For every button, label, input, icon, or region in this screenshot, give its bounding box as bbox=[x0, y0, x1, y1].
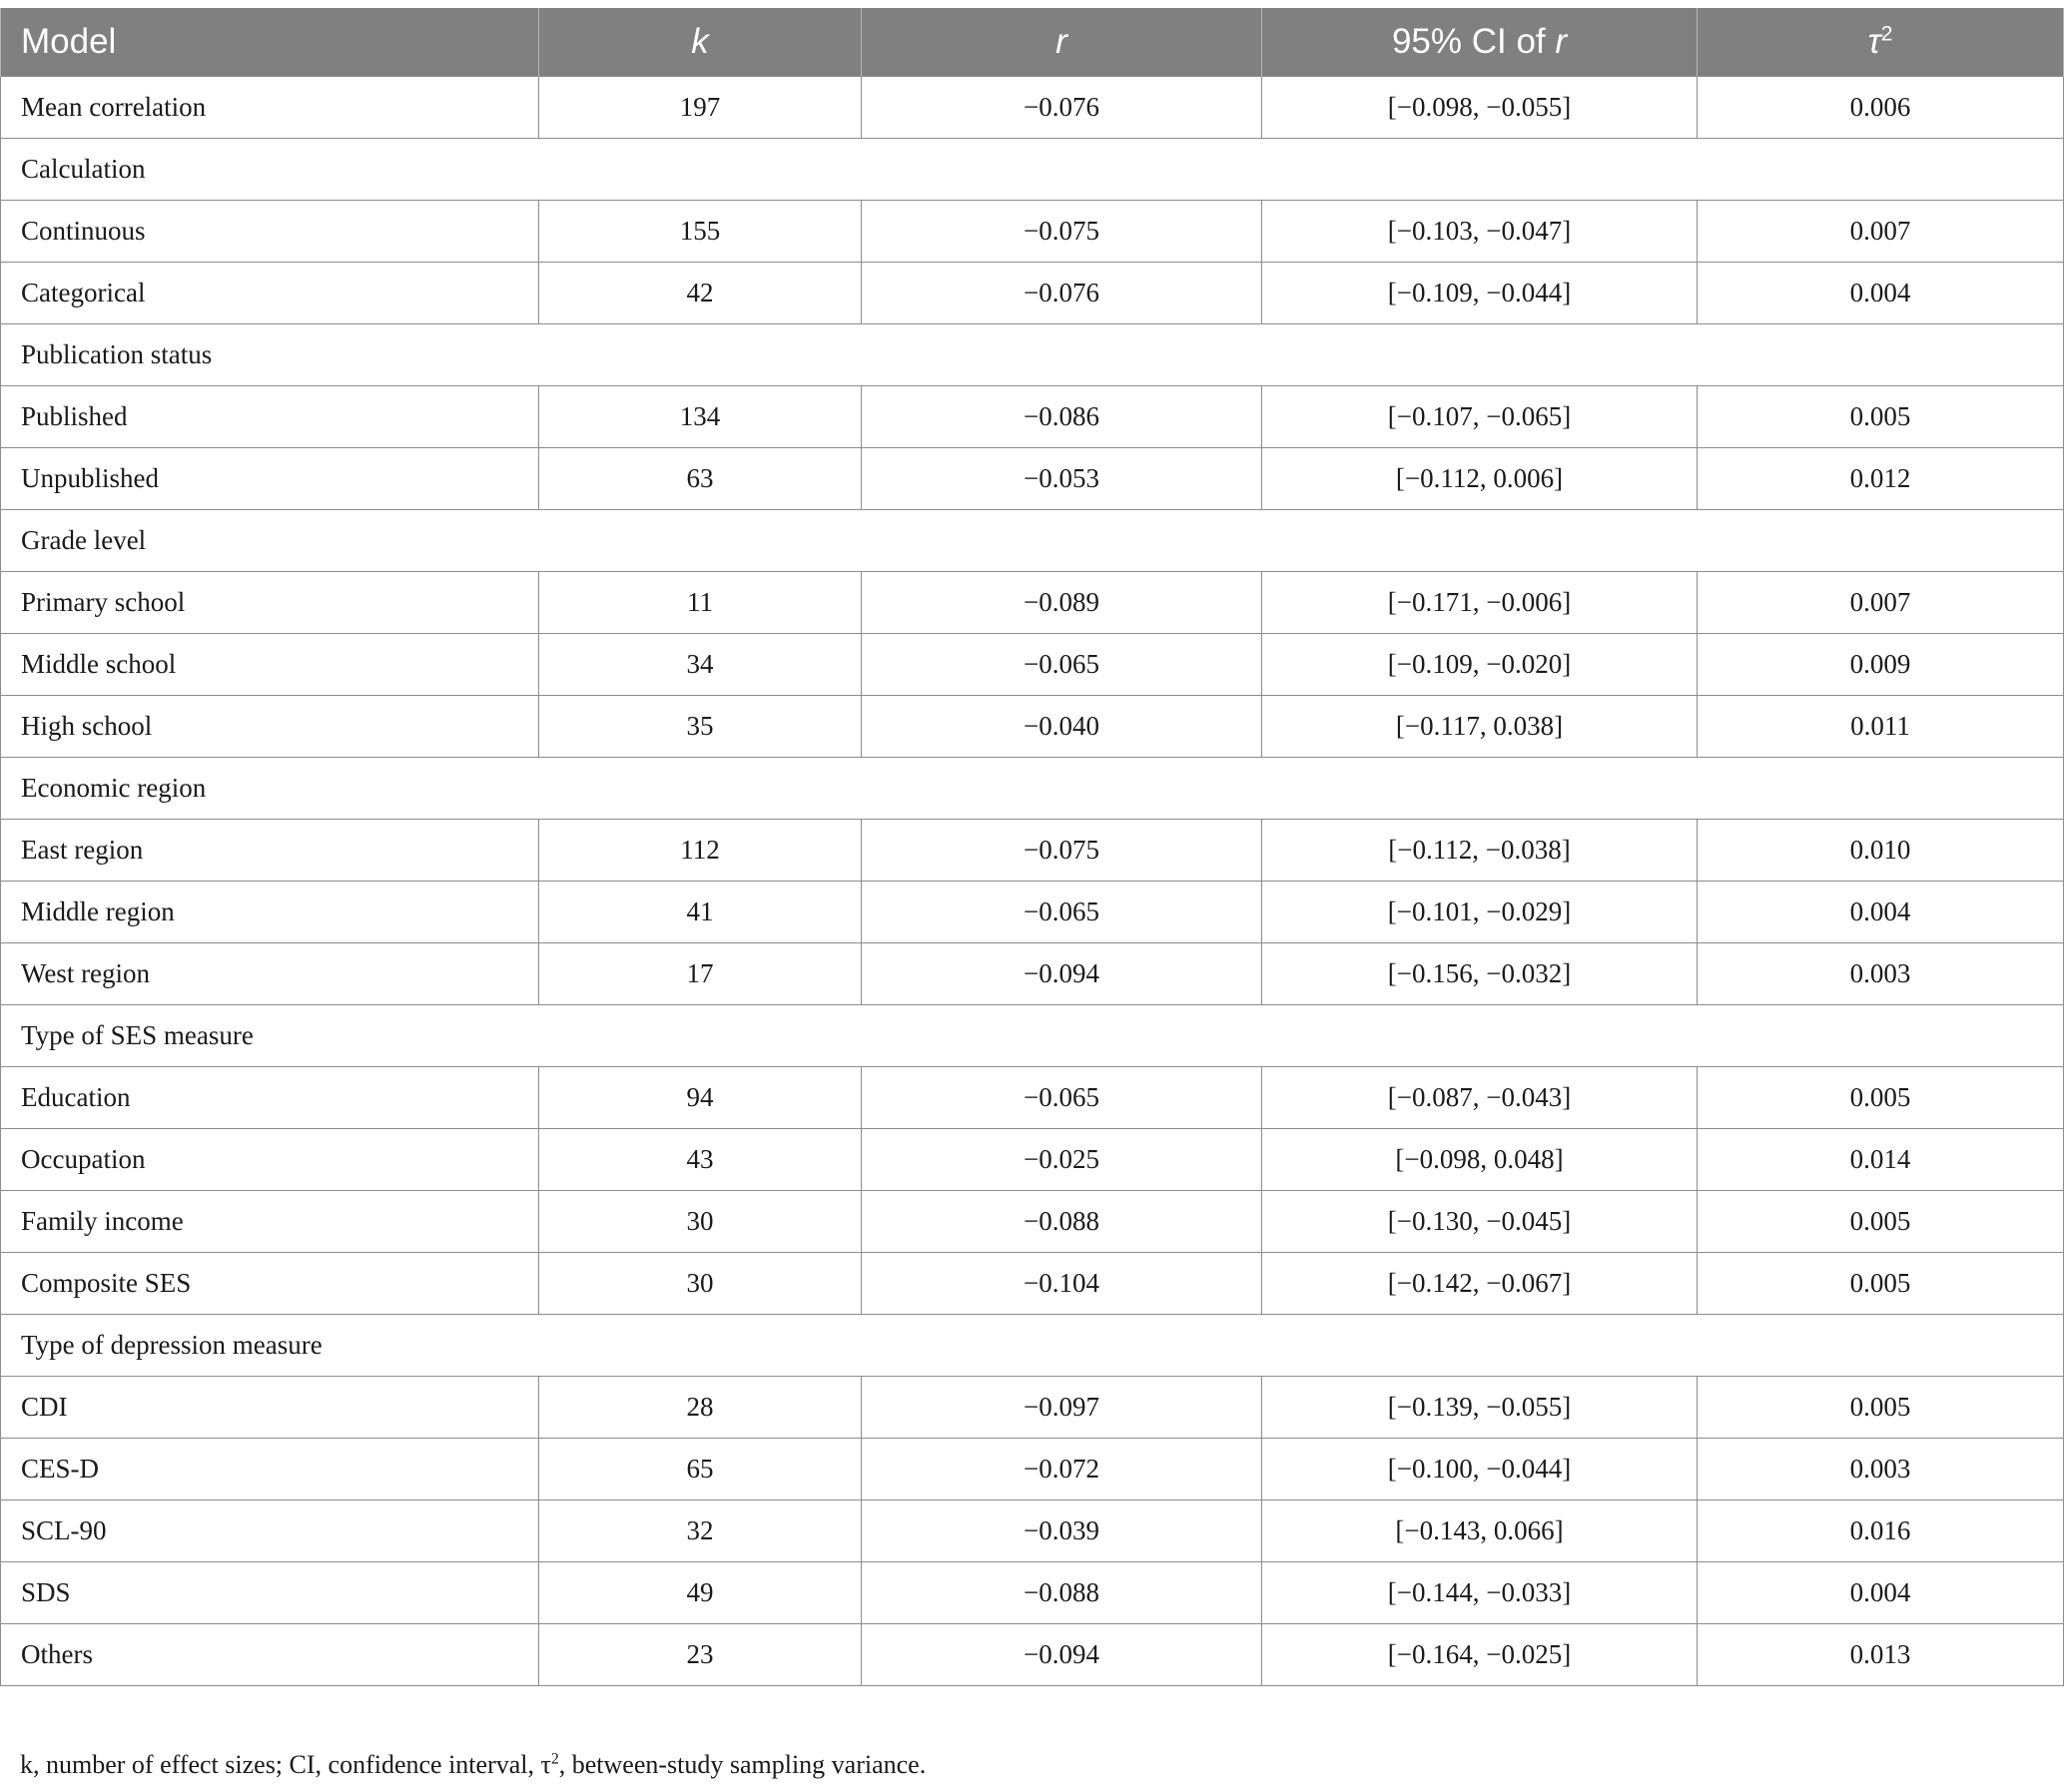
cell-tau2: 0.004 bbox=[1698, 263, 2064, 324]
group-label: Type of depression measure bbox=[1, 1315, 2064, 1377]
group-label: Economic region bbox=[1, 758, 2064, 820]
cell-model: SCL-90 bbox=[1, 1500, 539, 1562]
cell-ci: [−0.117, 0.038] bbox=[1262, 696, 1698, 758]
cell-k: 41 bbox=[539, 882, 862, 943]
cell-ci: [−0.164, −0.025] bbox=[1262, 1624, 1698, 1686]
cell-model: Others bbox=[1, 1624, 539, 1686]
cell-k: 32 bbox=[539, 1500, 862, 1562]
cell-model: Continuous bbox=[1, 201, 539, 263]
table-body bbox=[1, 77, 2064, 1686]
table-row bbox=[1, 1500, 2064, 1562]
cell-model: Family income bbox=[1, 1191, 539, 1253]
table-row bbox=[1, 1129, 2064, 1191]
cell-tau2: 0.010 bbox=[1698, 820, 2064, 882]
cell-r: −0.089 bbox=[862, 572, 1262, 634]
cell-model: SDS bbox=[1, 1562, 539, 1624]
cell-k: 11 bbox=[539, 572, 862, 634]
cell-tau2: 0.004 bbox=[1698, 882, 2064, 943]
footnote-sup: 2 bbox=[550, 1750, 559, 1768]
cell-tau2: 0.003 bbox=[1698, 943, 2064, 1005]
cell-k: 197 bbox=[539, 77, 862, 139]
table-row bbox=[1, 634, 2064, 696]
cell-ci: [−0.112, 0.006] bbox=[1262, 448, 1698, 510]
cell-k: 94 bbox=[539, 1067, 862, 1129]
cell-ci: [−0.171, −0.006] bbox=[1262, 572, 1698, 634]
cell-tau2: 0.003 bbox=[1698, 1439, 2064, 1500]
table-row bbox=[1, 1377, 2064, 1439]
results-table bbox=[0, 8, 2064, 1686]
cell-ci: [−0.100, −0.044] bbox=[1262, 1439, 1698, 1500]
cell-r: −0.053 bbox=[862, 448, 1262, 510]
table-row bbox=[1, 1067, 2064, 1129]
cell-k: 65 bbox=[539, 1439, 862, 1500]
header-k: k bbox=[539, 8, 862, 77]
cell-r: −0.040 bbox=[862, 696, 1262, 758]
group-label: Publication status bbox=[1, 324, 2064, 386]
group-row bbox=[1, 510, 2064, 572]
cell-ci: [−0.156, −0.032] bbox=[1262, 943, 1698, 1005]
group-row bbox=[1, 324, 2064, 386]
cell-model: CES-D bbox=[1, 1439, 539, 1500]
table-row bbox=[1, 882, 2064, 943]
cell-k: 28 bbox=[539, 1377, 862, 1439]
header-r: r bbox=[862, 8, 1262, 77]
table-row bbox=[1, 820, 2064, 882]
cell-tau2: 0.014 bbox=[1698, 1129, 2064, 1191]
cell-model: East region bbox=[1, 820, 539, 882]
cell-r: −0.076 bbox=[862, 263, 1262, 324]
table-footnote bbox=[20, 1750, 926, 1780]
cell-tau2: 0.005 bbox=[1698, 386, 2064, 448]
cell-r: −0.088 bbox=[862, 1191, 1262, 1253]
cell-r: −0.075 bbox=[862, 201, 1262, 263]
cell-k: 34 bbox=[539, 634, 862, 696]
cell-ci: [−0.098, 0.048] bbox=[1262, 1129, 1698, 1191]
table-row bbox=[1, 1624, 2064, 1686]
cell-model: Mean correlation bbox=[1, 77, 539, 139]
header-tau: τ bbox=[1867, 22, 1881, 61]
cell-model: Middle school bbox=[1, 634, 539, 696]
cell-r: −0.065 bbox=[862, 1067, 1262, 1129]
cell-model: Primary school bbox=[1, 572, 539, 634]
cell-k: 23 bbox=[539, 1624, 862, 1686]
header-ci bbox=[1262, 8, 1698, 77]
header-row bbox=[1, 8, 2064, 77]
cell-ci: [−0.139, −0.055] bbox=[1262, 1377, 1698, 1439]
cell-tau2: 0.007 bbox=[1698, 201, 2064, 263]
cell-ci: [−0.109, −0.020] bbox=[1262, 634, 1698, 696]
group-row bbox=[1, 758, 2064, 820]
cell-model: Unpublished bbox=[1, 448, 539, 510]
table-row bbox=[1, 1439, 2064, 1500]
cell-k: 49 bbox=[539, 1562, 862, 1624]
table-row bbox=[1, 448, 2064, 510]
cell-tau2: 0.007 bbox=[1698, 572, 2064, 634]
table-row bbox=[1, 201, 2064, 263]
group-row bbox=[1, 1315, 2064, 1377]
cell-tau2: 0.009 bbox=[1698, 634, 2064, 696]
footnote-text-before: k, number of effect sizes; CI, confidence interval, τ bbox=[20, 1750, 551, 1779]
cell-model: West region bbox=[1, 943, 539, 1005]
table-header bbox=[1, 8, 2064, 77]
cell-tau2: 0.006 bbox=[1698, 77, 2064, 139]
cell-r: −0.065 bbox=[862, 634, 1262, 696]
cell-k: 17 bbox=[539, 943, 862, 1005]
cell-k: 35 bbox=[539, 696, 862, 758]
header-model: Model bbox=[1, 8, 539, 77]
cell-ci: [−0.101, −0.029] bbox=[1262, 882, 1698, 943]
cell-r: −0.088 bbox=[862, 1562, 1262, 1624]
cell-k: 134 bbox=[539, 386, 862, 448]
group-label: Grade level bbox=[1, 510, 2064, 572]
group-label: Type of SES measure bbox=[1, 1005, 2064, 1067]
cell-ci: [−0.107, −0.065] bbox=[1262, 386, 1698, 448]
cell-ci: [−0.144, −0.033] bbox=[1262, 1562, 1698, 1624]
cell-tau2: 0.012 bbox=[1698, 448, 2064, 510]
group-label: Calculation bbox=[1, 139, 2064, 201]
cell-tau2: 0.005 bbox=[1698, 1377, 2064, 1439]
cell-tau2: 0.016 bbox=[1698, 1500, 2064, 1562]
footnote-text-after: , between-study sampling variance. bbox=[558, 1750, 927, 1779]
cell-ci: [−0.130, −0.045] bbox=[1262, 1191, 1698, 1253]
cell-tau2: 0.005 bbox=[1698, 1191, 2064, 1253]
cell-k: 30 bbox=[539, 1253, 862, 1315]
cell-r: −0.075 bbox=[862, 820, 1262, 882]
cell-tau2: 0.011 bbox=[1698, 696, 2064, 758]
table-row bbox=[1, 77, 2064, 139]
table-row bbox=[1, 1562, 2064, 1624]
header-tau2 bbox=[1698, 8, 2064, 77]
cell-model: CDI bbox=[1, 1377, 539, 1439]
cell-r: −0.086 bbox=[862, 386, 1262, 448]
cell-r: −0.025 bbox=[862, 1129, 1262, 1191]
table-row bbox=[1, 386, 2064, 448]
cell-r: −0.072 bbox=[862, 1439, 1262, 1500]
table-row bbox=[1, 263, 2064, 324]
group-row bbox=[1, 1005, 2064, 1067]
cell-ci: [−0.142, −0.067] bbox=[1262, 1253, 1698, 1315]
cell-tau2: 0.004 bbox=[1698, 1562, 2064, 1624]
cell-tau2: 0.005 bbox=[1698, 1067, 2064, 1129]
cell-r: −0.065 bbox=[862, 882, 1262, 943]
cell-model: High school bbox=[1, 696, 539, 758]
cell-r: −0.039 bbox=[862, 1500, 1262, 1562]
header-ci-var: r bbox=[1555, 22, 1568, 61]
cell-ci: [−0.087, −0.043] bbox=[1262, 1067, 1698, 1129]
cell-model: Education bbox=[1, 1067, 539, 1129]
cell-ci: [−0.143, 0.066] bbox=[1262, 1500, 1698, 1562]
cell-ci: [−0.109, −0.044] bbox=[1262, 263, 1698, 324]
cell-model: Occupation bbox=[1, 1129, 539, 1191]
cell-ci: [−0.103, −0.047] bbox=[1262, 201, 1698, 263]
header-tau-sup: 2 bbox=[1880, 22, 1893, 46]
cell-k: 112 bbox=[539, 820, 862, 882]
group-row bbox=[1, 139, 2064, 201]
cell-model: Middle region bbox=[1, 882, 539, 943]
table-row bbox=[1, 943, 2064, 1005]
cell-k: 155 bbox=[539, 201, 862, 263]
cell-k: 30 bbox=[539, 1191, 862, 1253]
table-row bbox=[1, 1253, 2064, 1315]
cell-k: 43 bbox=[539, 1129, 862, 1191]
cell-k: 63 bbox=[539, 448, 862, 510]
table-row bbox=[1, 572, 2064, 634]
cell-model: Categorical bbox=[1, 263, 539, 324]
cell-tau2: 0.005 bbox=[1698, 1253, 2064, 1315]
cell-ci: [−0.098, −0.055] bbox=[1262, 77, 1698, 139]
cell-ci: [−0.112, −0.038] bbox=[1262, 820, 1698, 882]
cell-k: 42 bbox=[539, 263, 862, 324]
cell-model: Composite SES bbox=[1, 1253, 539, 1315]
cell-r: −0.094 bbox=[862, 1624, 1262, 1686]
table-row bbox=[1, 1191, 2064, 1253]
cell-r: −0.097 bbox=[862, 1377, 1262, 1439]
cell-model: Published bbox=[1, 386, 539, 448]
cell-r: −0.104 bbox=[862, 1253, 1262, 1315]
table-row bbox=[1, 696, 2064, 758]
cell-r: −0.094 bbox=[862, 943, 1262, 1005]
cell-r: −0.076 bbox=[862, 77, 1262, 139]
header-ci-prefix: 95% CI of bbox=[1391, 22, 1556, 61]
cell-tau2: 0.013 bbox=[1698, 1624, 2064, 1686]
